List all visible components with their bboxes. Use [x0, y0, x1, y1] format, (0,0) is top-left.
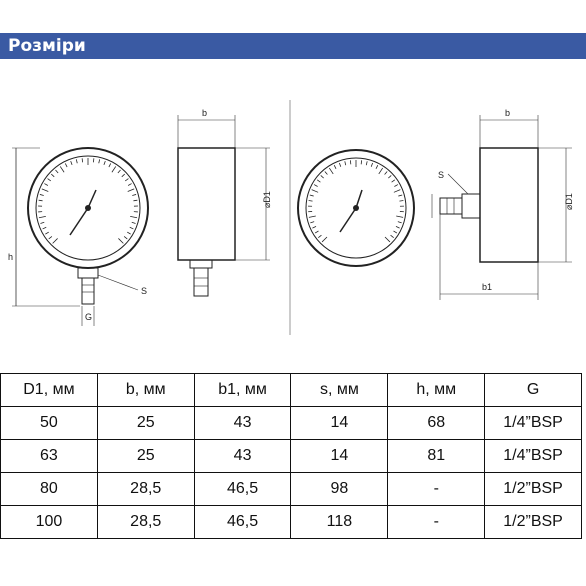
dial-tick [127, 232, 130, 234]
table-cell: 43 [194, 440, 291, 473]
table-cell: 1/2”BSP [485, 506, 582, 539]
table-cell: 98 [291, 473, 388, 506]
h-label: h [8, 252, 14, 262]
dial-tick [60, 166, 64, 172]
column-header: D1, мм [1, 374, 98, 407]
table-row [1, 473, 582, 506]
dial-tick [394, 231, 397, 233]
dial-tick [334, 165, 336, 169]
dial-tick [125, 179, 128, 181]
dial-tick [40, 222, 44, 223]
table-cell: 14 [291, 440, 388, 473]
column-header: h, мм [388, 374, 485, 407]
dial-tick [321, 175, 324, 178]
dial-tick [317, 180, 320, 182]
table-cell: 118 [291, 506, 388, 539]
dial-tick [376, 165, 378, 169]
dial-tick [385, 237, 390, 242]
dial-ticks [308, 160, 404, 242]
side-axial-view [432, 108, 574, 300]
dial-tick [396, 226, 400, 228]
dial-tick [310, 195, 314, 196]
dial-tick [43, 227, 47, 229]
dial-tick [398, 195, 402, 196]
column-header: b, мм [97, 374, 194, 407]
dial-tick [132, 194, 136, 195]
b1-label: b1 [482, 282, 493, 292]
dial-tick [325, 172, 328, 175]
section-header [0, 33, 586, 59]
dial-tick [45, 232, 48, 234]
table-cell: 25 [97, 407, 194, 440]
dial-tick [310, 222, 314, 223]
dial-tick [130, 227, 134, 229]
d1-label: ⌀D1 [564, 193, 574, 210]
column-header: s, мм [291, 374, 388, 407]
front-radial-view [8, 148, 148, 326]
dial-tick [48, 179, 51, 181]
dial-tick [42, 189, 48, 192]
dial-tick [65, 163, 67, 167]
dial-tick [391, 235, 394, 237]
column-header: G [485, 374, 582, 407]
dial-tick [130, 216, 137, 217]
dial-tick [118, 238, 123, 243]
table-cell: 25 [97, 440, 194, 473]
dial-tick [122, 174, 125, 177]
dimension-drawing [0, 90, 586, 340]
dial-tick [53, 238, 58, 243]
table-cell: 63 [1, 440, 98, 473]
s-label: S [141, 286, 148, 296]
dial-ticks [38, 158, 138, 243]
dial-tick [312, 190, 318, 193]
dimensions-table [0, 373, 582, 539]
table-cell: 43 [194, 407, 291, 440]
dial-tick [329, 168, 333, 174]
table-cell: 80 [1, 473, 98, 506]
section-title: Розміри [8, 36, 86, 56]
table-cell: 1/2”BSP [485, 473, 582, 506]
s-label: S [438, 170, 445, 180]
table-cell: 68 [388, 407, 485, 440]
dial-tick [51, 174, 54, 177]
b-label: b [505, 108, 511, 118]
table-row [1, 440, 582, 473]
dial-tick [309, 200, 313, 201]
dial-tick [371, 163, 372, 167]
side-radial-view [178, 108, 272, 296]
dial-tick [124, 236, 127, 238]
dial-tick [133, 200, 137, 201]
d1-label: ⌀D1 [262, 191, 272, 208]
dial-tick [309, 216, 316, 217]
dial-tick [76, 159, 77, 163]
dial-tick [118, 170, 121, 173]
table-cell: 14 [291, 407, 388, 440]
dial-tick [315, 231, 318, 233]
dial-tick [128, 184, 131, 186]
dial-tick [394, 185, 397, 187]
dial-tick [128, 189, 134, 192]
dial-tick [71, 161, 72, 165]
dial-tick [39, 216, 46, 217]
column-header: b1, мм [194, 374, 291, 407]
dial-tick [379, 168, 383, 174]
b-label: b [202, 108, 208, 118]
table-cell: - [388, 473, 485, 506]
table-row [1, 407, 582, 440]
table-cell: 50 [1, 407, 98, 440]
dial-tick [322, 237, 327, 242]
dial-tick [398, 222, 402, 223]
dial-tick [109, 163, 111, 167]
dial-tick [394, 190, 400, 193]
table-cell: 28,5 [97, 506, 194, 539]
dial-tick [388, 175, 391, 178]
table-cell: 1/4”BSP [485, 440, 582, 473]
dial-tick [312, 226, 316, 228]
dial-tick [366, 161, 367, 165]
table-row [1, 506, 582, 539]
table-cell: - [388, 506, 485, 539]
dial-tick [318, 235, 321, 237]
dial-tick [56, 170, 59, 173]
dial-tick [39, 200, 43, 201]
dial-tick [112, 166, 116, 172]
dial-tick [99, 159, 100, 163]
dial-tick [345, 161, 346, 165]
table-header-row [1, 374, 582, 407]
table-cell: 81 [388, 440, 485, 473]
dial-tick [44, 184, 47, 186]
table-cell: 46,5 [194, 473, 291, 506]
table-cell: 28,5 [97, 473, 194, 506]
dial-tick [40, 194, 44, 195]
front-axial-view [298, 150, 414, 266]
table-cell: 1/4”BSP [485, 407, 582, 440]
table-cell: 100 [1, 506, 98, 539]
dial-tick [396, 216, 403, 217]
dial-tick [399, 200, 403, 201]
dial-tick [392, 180, 395, 182]
dial-tick [104, 161, 105, 165]
dial-tick [339, 163, 340, 167]
dial-tick [132, 222, 136, 223]
dial-tick [314, 185, 317, 187]
dial-tick [385, 172, 388, 175]
table-cell: 46,5 [194, 506, 291, 539]
dial-tick [49, 236, 52, 238]
g-label: G [85, 312, 93, 322]
